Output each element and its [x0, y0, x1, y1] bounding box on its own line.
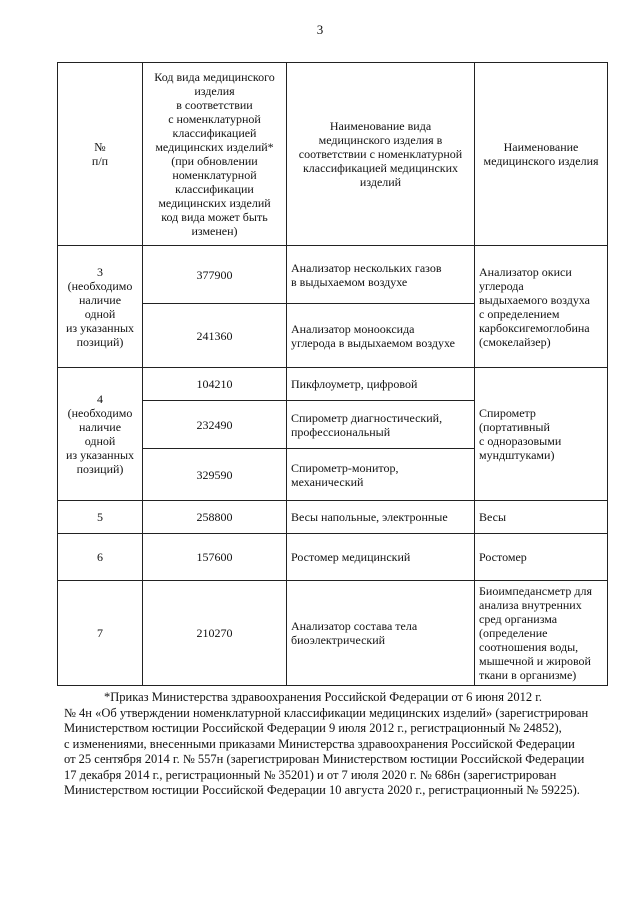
- footnote-line: 17 декабря 2014 г., регистрационный № 35201) и от 7 июля 2020 г. № 686н (зарегистрирован: [64, 767, 557, 782]
- text-line: Биоимпедансметр для: [479, 584, 593, 598]
- text-line: (при обновлении: [171, 154, 258, 168]
- text-line: Спирометр диагностический,: [291, 410, 443, 425]
- text-line: соотношения воды,: [479, 640, 579, 654]
- text-line: Весы: [479, 510, 507, 524]
- text-line: (определение: [479, 626, 548, 640]
- text-line: профессиональный: [291, 424, 391, 439]
- device-name-cell: [475, 534, 608, 581]
- position-number-cell: [58, 246, 143, 368]
- text-line: медицинских изделий: [158, 196, 271, 210]
- table-row: [58, 501, 608, 534]
- table-row: [58, 581, 608, 686]
- text-line: №: [94, 140, 106, 154]
- text-line: мундштуками): [479, 448, 555, 462]
- text-line: 6: [97, 550, 103, 564]
- text-line: позиций): [76, 334, 124, 349]
- text-line: Анализатор окиси: [479, 264, 572, 279]
- text-line: сред организма: [479, 612, 558, 626]
- text-line: (портативный: [479, 420, 550, 434]
- footnote-line: от 25 сентября 2014 г. № 557н (зарегистрирован Министерством юстиции Российской Федерации: [64, 752, 585, 766]
- text-line: из указанных: [65, 448, 135, 462]
- device-name-cell: [475, 368, 608, 501]
- table-row: [58, 246, 608, 304]
- text-line: номенклатурной: [172, 168, 257, 182]
- text-line: из указанных: [65, 320, 135, 335]
- text-line: позиций): [76, 462, 124, 476]
- header-kind-name: [287, 63, 475, 246]
- text-line: наличие: [78, 292, 122, 307]
- text-line: одной: [84, 306, 116, 321]
- text-line: одной: [84, 434, 116, 448]
- text-line: Анализатор нескольких газов: [291, 260, 442, 275]
- text-line: Весы напольные, электронные: [291, 510, 448, 524]
- table-row: [58, 368, 608, 401]
- text-line: п/п: [91, 154, 109, 168]
- table-row: [58, 534, 608, 581]
- text-line: (необходимо: [67, 406, 133, 420]
- device-kind-cell: [287, 368, 475, 401]
- text-line: биоэлектрический: [291, 633, 386, 647]
- text-line: код вида может быть: [161, 210, 268, 224]
- text-line: Наименование вида: [329, 119, 432, 133]
- device-kind-cell: [287, 401, 475, 449]
- text-line: Ростомер: [479, 550, 527, 564]
- header-number: [58, 63, 143, 246]
- footnote-line: № 4н «Об утверждении номенклатурной классификации медицинских изделий» (зарегистрирован: [64, 705, 589, 720]
- position-number-cell: [58, 501, 143, 534]
- table-header-row: [58, 63, 608, 246]
- device-kind-cell: [287, 581, 475, 686]
- text-line: Спирометр: [479, 406, 536, 420]
- text-line: 3: [97, 264, 103, 279]
- text-line: медицинского изделия: [483, 154, 599, 168]
- device-kind-cell: [287, 304, 475, 368]
- device-code-cell: 241360: [143, 304, 287, 368]
- text-line: анализа внутренних: [479, 598, 582, 612]
- text-line: Ростомер медицинский: [291, 550, 411, 564]
- text-line: классификацией медицинских: [302, 161, 459, 175]
- text-line: выдыхаемого воздуха: [479, 292, 590, 307]
- footnote: [64, 690, 606, 799]
- text-line: в соответствии: [176, 98, 253, 112]
- device-code-cell: 232490: [143, 401, 287, 449]
- position-number-cell: [58, 534, 143, 581]
- text-line: с одноразовыми: [479, 434, 562, 448]
- device-code-cell: 258800: [143, 501, 287, 534]
- device-kind-cell: [287, 246, 475, 304]
- text-line: наличие: [78, 420, 122, 434]
- text-line: Наименование: [503, 140, 579, 154]
- text-line: с номенклатурной: [168, 112, 261, 126]
- text-line: изделий: [359, 175, 402, 189]
- device-code-cell: 210270: [143, 581, 287, 686]
- device-name-cell: [475, 581, 608, 686]
- text-line: Анализатор монооксида: [291, 321, 415, 336]
- text-line: 5: [97, 510, 103, 524]
- position-number-cell: [58, 368, 143, 501]
- text-line: медицинского изделия в: [318, 133, 443, 147]
- text-line: (необходимо: [67, 278, 133, 293]
- text-line: классификацией: [172, 126, 257, 140]
- footnote-line: *Приказ Министерства здравоохранения Российской Федерации от 6 июня 2012 г.: [104, 690, 543, 704]
- device-kind-cell: [287, 449, 475, 501]
- device-name-cell: [475, 246, 608, 368]
- header-code: [143, 63, 287, 246]
- text-line: Код вида медицинского: [154, 70, 275, 84]
- text-line: в выдыхаемом воздухе: [291, 274, 408, 289]
- text-line: 7: [97, 626, 103, 640]
- text-line: Спирометр-монитор,: [291, 460, 399, 475]
- text-line: изменен): [191, 224, 238, 238]
- device-kind-cell: [287, 501, 475, 534]
- text-line: карбоксигемоглобина: [479, 320, 590, 335]
- text-line: 4: [97, 392, 103, 406]
- device-code-cell: 329590: [143, 449, 287, 501]
- device-name-cell: [475, 501, 608, 534]
- medical-devices-table: [57, 62, 608, 686]
- text-line: с определением: [479, 306, 560, 321]
- device-code-cell: 157600: [143, 534, 287, 581]
- position-number-cell: [58, 581, 143, 686]
- footnote-line: Министерством юстиции Российской Федерации 9 июля 2012 г., регистрационный № 24852),: [64, 721, 562, 735]
- footnote-line: Министерством юстиции Российской Федерации 10 августа 2020 г., регистрационный № 59225).: [64, 783, 580, 797]
- text-line: мышечной и жировой: [479, 654, 591, 668]
- text-line: углерода в выдыхаемом воздухе: [291, 335, 455, 350]
- text-line: классификации: [175, 182, 254, 196]
- text-line: Анализатор состава тела: [291, 619, 418, 633]
- text-line: Пикфлоуметр, цифровой: [291, 377, 418, 391]
- text-line: изделия: [194, 84, 235, 98]
- text-line: углерода: [479, 278, 524, 293]
- device-code-cell: 104210: [143, 368, 287, 401]
- device-kind-cell: [287, 534, 475, 581]
- text-line: ткани в организме): [479, 668, 577, 682]
- text-line: медицинских изделий*: [155, 140, 274, 154]
- text-line: механический: [291, 474, 364, 489]
- footnote-line: с изменениями, внесенными приказами Министерства здравоохранения Российской Федерации: [64, 736, 575, 751]
- header-device-name: [475, 63, 608, 246]
- device-code-cell: 377900: [143, 246, 287, 304]
- text-line: (смокелайзер): [479, 334, 551, 349]
- text-line: соответствии с номенклатурной: [298, 147, 463, 161]
- page-number: 3: [316, 22, 324, 37]
